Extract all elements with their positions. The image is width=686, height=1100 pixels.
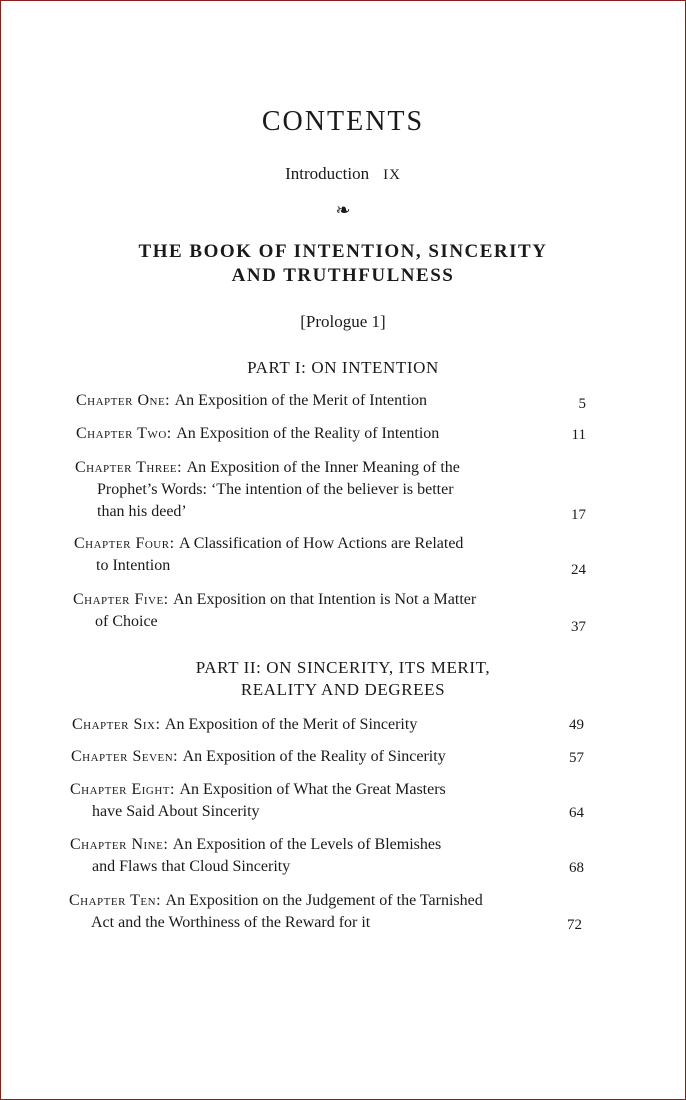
chapter-title-line: An Exposition of the Merit of Sincerity [164, 716, 418, 733]
chapter-label: Chapter Seven: [71, 748, 183, 765]
page-title: CONTENTS [261, 106, 425, 137]
prologue-entry: [Prologue 1] [300, 312, 386, 331]
part-heading [0, 357, 686, 379]
chapter-page-number: 68 [569, 860, 584, 876]
chapter-title-line: An Exposition on that Intention is Not a Matter [173, 591, 477, 608]
chapter-page-number: 37 [571, 619, 586, 635]
chapter-page-number: 11 [571, 427, 586, 443]
chapter-entry [75, 457, 595, 523]
part-title-line: REALITY AND DEGREES [240, 680, 446, 699]
chapter-label: Chapter Five: [73, 591, 174, 608]
chapter-entry [76, 390, 596, 412]
part-title-line: PART I: ON INTENTION [247, 358, 439, 377]
chapter-title-line: An Exposition of What the Great Masters [179, 781, 446, 798]
introduction-entry [0, 164, 686, 184]
chapter-title-line: An Exposition of the Reality of Sincerity [182, 748, 446, 765]
chapter-label: Chapter Six: [72, 716, 165, 733]
chapter-entry [71, 746, 591, 768]
chapter-page-number: 49 [569, 717, 584, 733]
chapter-entry [76, 423, 596, 445]
chapter-entry [73, 589, 593, 633]
chapter-page-number: 64 [569, 805, 584, 821]
chapter-entry [69, 890, 589, 934]
chapter-title-line: and Flaws that Cloud Sincerity [92, 858, 291, 875]
chapter-page-number: 17 [571, 507, 586, 523]
chapter-label: Chapter Eight: [70, 781, 180, 798]
chapter-page-number: 57 [569, 750, 584, 766]
introduction-label: Introduction [285, 164, 370, 183]
chapter-title-line: to Intention [96, 557, 171, 574]
chapter-entry [72, 714, 592, 736]
chapter-entry [74, 533, 594, 577]
chapter-label: Chapter Four: [74, 535, 180, 552]
chapter-label: Chapter Two: [76, 425, 177, 442]
chapter-label: Chapter One: [76, 392, 175, 409]
chapter-title-line: An Exposition of the Levels of Blemishes [172, 836, 442, 853]
introduction-page: IX [383, 167, 401, 183]
chapter-title-line: An Exposition of the Inner Meaning of the [186, 459, 460, 476]
chapter-title-line: Act and the Worthiness of the Reward for it [91, 914, 371, 931]
book-title-line: THE BOOK OF INTENTION, SINCERITY [138, 241, 548, 262]
chapter-title-line: A Classification of How Actions are Related [179, 535, 464, 552]
chapter-title-line: than his deed’ [97, 503, 187, 520]
chapter-title-line: An Exposition on the Judgement of the Tarnished [165, 892, 483, 909]
book-title-line: AND TRUTHFULNESS [231, 265, 455, 286]
chapter-label: Chapter Nine: [70, 836, 173, 853]
chapter-page-number: 24 [571, 562, 586, 578]
chapter-entry [70, 834, 590, 878]
chapter-page-number: 72 [567, 917, 582, 933]
book-title [0, 240, 686, 288]
chapter-title-line: An Exposition of the Reality of Intention [176, 425, 440, 442]
chapter-entry [70, 779, 590, 823]
chapter-title-line: An Exposition of the Merit of Intention [174, 392, 428, 409]
part-heading [0, 657, 686, 701]
chapter-title-line: have Said About Sincerity [92, 803, 260, 820]
chapter-label: Chapter Three: [75, 459, 187, 476]
chapter-title-line: Prophet’s Words: ‘The intention of the believer is better [97, 481, 454, 498]
chapter-page-number: 5 [578, 396, 586, 412]
chapter-label: Chapter Ten: [69, 892, 166, 909]
fleuron-icon: ❧ [335, 200, 351, 220]
chapter-title-line: of Choice [95, 613, 158, 630]
part-title-line: PART II: ON SINCERITY, ITS MERIT, [195, 658, 491, 677]
